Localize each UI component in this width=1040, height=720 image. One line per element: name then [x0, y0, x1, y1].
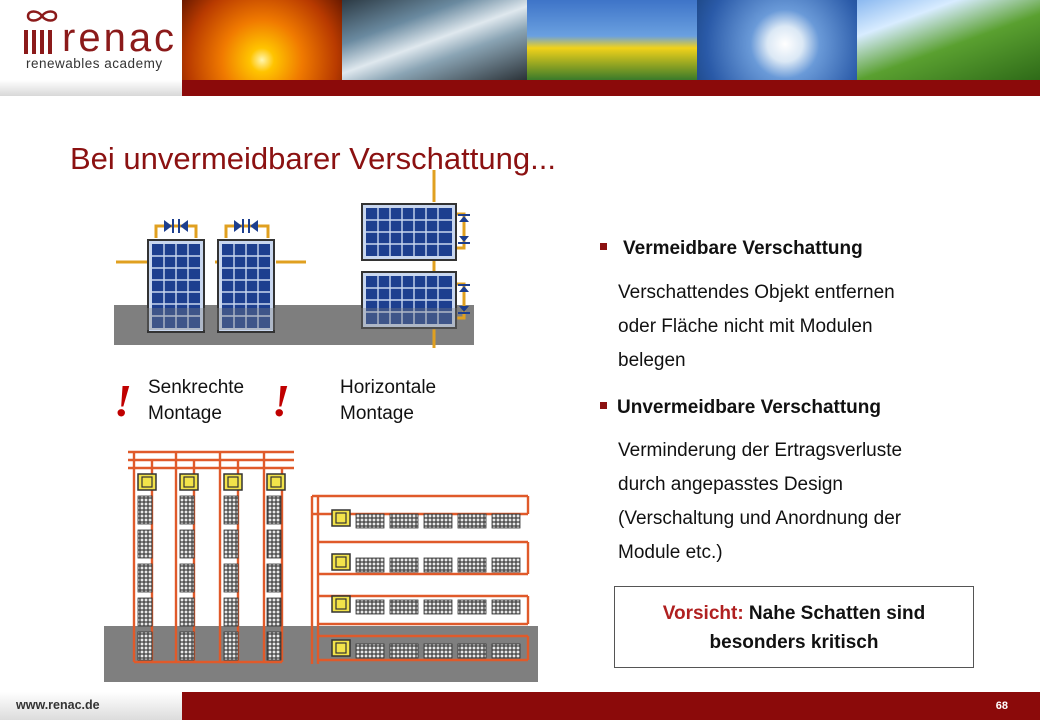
header-photo-strip — [182, 0, 1040, 80]
dandelion-photo — [697, 0, 857, 80]
vertical-wiring — [116, 226, 306, 262]
bullet-square-icon — [600, 243, 607, 250]
paragraph-unavoidable — [618, 434, 998, 570]
waterfall-photo — [342, 0, 527, 80]
paragraph-line: (Verschaltung und Anordnung der — [618, 508, 902, 529]
horizontal-mounting-label-line1: Horizontale — [340, 377, 437, 398]
page-number: 68 — [995, 700, 1008, 712]
footer-url: www.renac.de — [16, 698, 100, 712]
logo-wordmark: renac — [62, 16, 178, 60]
warning-prefix: Vorsicht: — [662, 603, 744, 624]
bullet-heading-unavoidable — [600, 397, 881, 419]
mounting-diagram — [110, 170, 480, 350]
header-red-bar — [182, 80, 1040, 96]
warning-line-2: besonders kritisch — [709, 632, 879, 653]
paragraph-line: Verminderung der Ertragsverluste — [618, 440, 903, 461]
slide-title: Bei unvermeidbarer Verschattung... — [70, 141, 556, 176]
vertical-mounting-label-line2: Montage — [148, 403, 222, 424]
logo-tagline: renewables academy — [26, 56, 163, 71]
paragraph-line: oder Fläche nicht mit Modulen — [618, 316, 873, 337]
horizontal-module-1 — [362, 204, 456, 260]
logo-area — [0, 0, 182, 96]
sunset-photo — [182, 0, 342, 80]
paragraph-line: Verschattendes Objekt entfernen — [618, 282, 895, 303]
logo-shadow — [0, 80, 182, 96]
warning-exclamation-vertical: ! — [114, 375, 132, 426]
shadow-overlay — [146, 308, 458, 330]
paragraph-avoidable — [618, 276, 998, 378]
warning-box — [614, 586, 974, 668]
array-layout-diagram — [104, 446, 540, 682]
bullet-heading-unavoidable-text: Unvermeidbare Verschattung — [617, 397, 881, 418]
warning-exclamation-horizontal: ! — [272, 375, 290, 426]
bullet-square-icon — [600, 402, 607, 409]
bypass-diodes-vertical — [164, 219, 258, 233]
bullet-heading-avoidable-text: Vermeidbare Verschattung — [623, 238, 863, 259]
horizontal-mounting-label-line2: Montage — [340, 403, 414, 424]
paragraph-line: durch angepasstes Design — [618, 474, 843, 495]
footer-red-bar — [182, 692, 1040, 720]
rapeseed-flowers-photo — [527, 0, 697, 80]
warning-line-1 — [615, 599, 973, 628]
warning-line-1-rest: Nahe Schatten sind — [743, 603, 926, 624]
paragraph-line: Module etc.) — [618, 542, 723, 563]
paragraph-line: belegen — [618, 350, 686, 371]
corn-field-photo — [857, 0, 1040, 80]
renac-logo-icon — [22, 8, 62, 58]
bullet-heading-avoidable — [600, 238, 863, 260]
vertical-mounting-label-line1: Senkrechte — [148, 377, 245, 398]
